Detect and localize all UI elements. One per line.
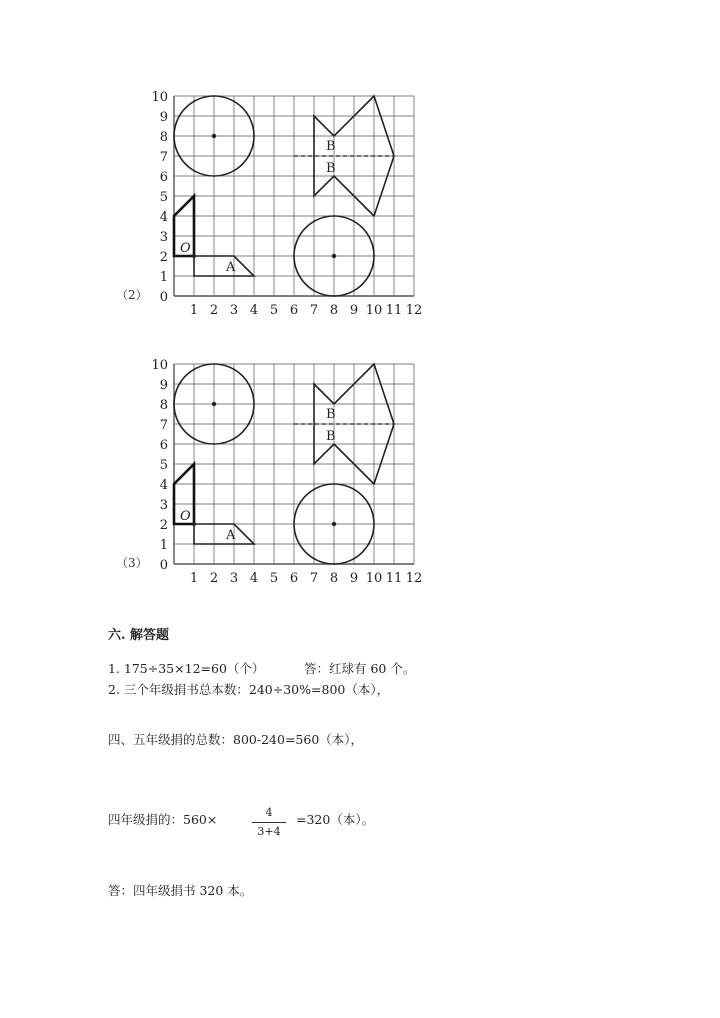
circle-top-center-dot: [212, 402, 216, 406]
x-tick-label: 1: [189, 571, 199, 586]
y-tick-label: 5: [159, 190, 168, 205]
fraction: [252, 806, 286, 839]
y-tick-label: 0: [159, 558, 168, 573]
x-tick-label: 12: [405, 303, 423, 318]
rotation-point-dot: [192, 522, 196, 526]
x-tick-label: 7: [309, 303, 319, 318]
x-tick-label: 11: [385, 303, 403, 318]
q2-answer: 答：四年级捐书 320 本。: [108, 883, 253, 898]
y-tick-label: 2: [159, 518, 168, 533]
x-tick-label: 5: [269, 571, 279, 586]
q2-line-3-prefix: 四年级捐的：560×: [108, 812, 218, 827]
y-tick-label: 6: [159, 438, 168, 453]
y-tick-label: 1: [159, 538, 168, 553]
shape-a: [194, 524, 254, 544]
q1-answer: 答：红球有 60 个。: [304, 661, 416, 676]
grid-figure-2-svg: [100, 88, 440, 318]
rotation-point-dot: [192, 254, 196, 258]
grid-figure-2: [100, 88, 440, 318]
q1-calculation: 1. 175÷35×12=60（个）: [108, 661, 265, 676]
fraction-bar: [252, 822, 286, 823]
x-tick-label: 7: [309, 571, 319, 586]
section-title: 六. 解答题: [108, 628, 170, 643]
shape-a-label: A: [226, 260, 236, 275]
y-tick-label: 4: [159, 210, 168, 225]
y-tick-label: 2: [159, 250, 168, 265]
grid-figure-3-svg: [100, 356, 440, 586]
y-tick-label: 1: [159, 270, 168, 285]
y-tick-label: 0: [159, 290, 168, 305]
x-tick-label: 9: [349, 571, 359, 586]
figure-3-label: （3）: [116, 556, 148, 570]
circle-bottom-center-dot: [332, 522, 336, 526]
y-tick-label: 9: [159, 110, 168, 125]
shape-a: [194, 256, 254, 276]
y-tick-label: 3: [159, 230, 168, 245]
shape-b-label-bottom: B: [326, 429, 336, 444]
x-tick-label: 3: [229, 571, 239, 586]
y-tick-label: 5: [159, 458, 168, 473]
y-tick-label: 3: [159, 498, 168, 513]
figure-2-label: （2）: [116, 288, 148, 302]
x-tick-label: 2: [209, 303, 219, 318]
y-tick-label: 8: [159, 398, 168, 413]
x-tick-label: 10: [365, 303, 383, 318]
y-tick-label: 4: [159, 478, 168, 493]
y-tick-label: 10: [151, 90, 168, 105]
rotation-point-label: O: [180, 509, 191, 524]
q2-line-1: 2. 三个年级捐书总本数：240÷30%=800（本），: [108, 682, 390, 697]
x-tick-label: 3: [229, 303, 239, 318]
y-tick-label: 7: [159, 150, 168, 165]
y-tick-label: 9: [159, 378, 168, 393]
x-tick-label: 2: [209, 571, 219, 586]
shape-b-label-bottom: B: [326, 161, 336, 176]
x-tick-label: 9: [349, 303, 359, 318]
y-tick-label: 6: [159, 170, 168, 185]
q2-line-3-suffix: =320（本）。: [296, 812, 375, 827]
circle-top-center-dot: [212, 134, 216, 138]
x-tick-label: 8: [329, 571, 339, 586]
x-tick-label: 6: [289, 571, 299, 586]
shape-b-label-top: B: [326, 407, 336, 422]
x-tick-label: 4: [249, 303, 259, 318]
x-tick-label: 4: [249, 571, 259, 586]
q2-line-2: 四、五年级捐的总数：800-240=560（本），: [108, 732, 364, 747]
x-tick-label: 6: [289, 303, 299, 318]
y-tick-label: 8: [159, 130, 168, 145]
x-tick-label: 5: [269, 303, 279, 318]
x-tick-label: 1: [189, 303, 199, 318]
fraction-numerator: 4: [265, 806, 273, 819]
x-tick-label: 12: [405, 571, 423, 586]
grid-figure-3: [100, 356, 440, 586]
x-tick-label: 10: [365, 571, 383, 586]
fraction-denominator: 3+4: [257, 825, 281, 838]
shape-a-label: A: [226, 528, 236, 543]
y-tick-label: 7: [159, 418, 168, 433]
circle-bottom-center-dot: [332, 254, 336, 258]
rotation-point-label: O: [180, 241, 191, 256]
x-tick-label: 8: [329, 303, 339, 318]
y-tick-label: 10: [151, 358, 168, 373]
shape-b-label-top: B: [326, 139, 336, 154]
x-tick-label: 11: [385, 571, 403, 586]
